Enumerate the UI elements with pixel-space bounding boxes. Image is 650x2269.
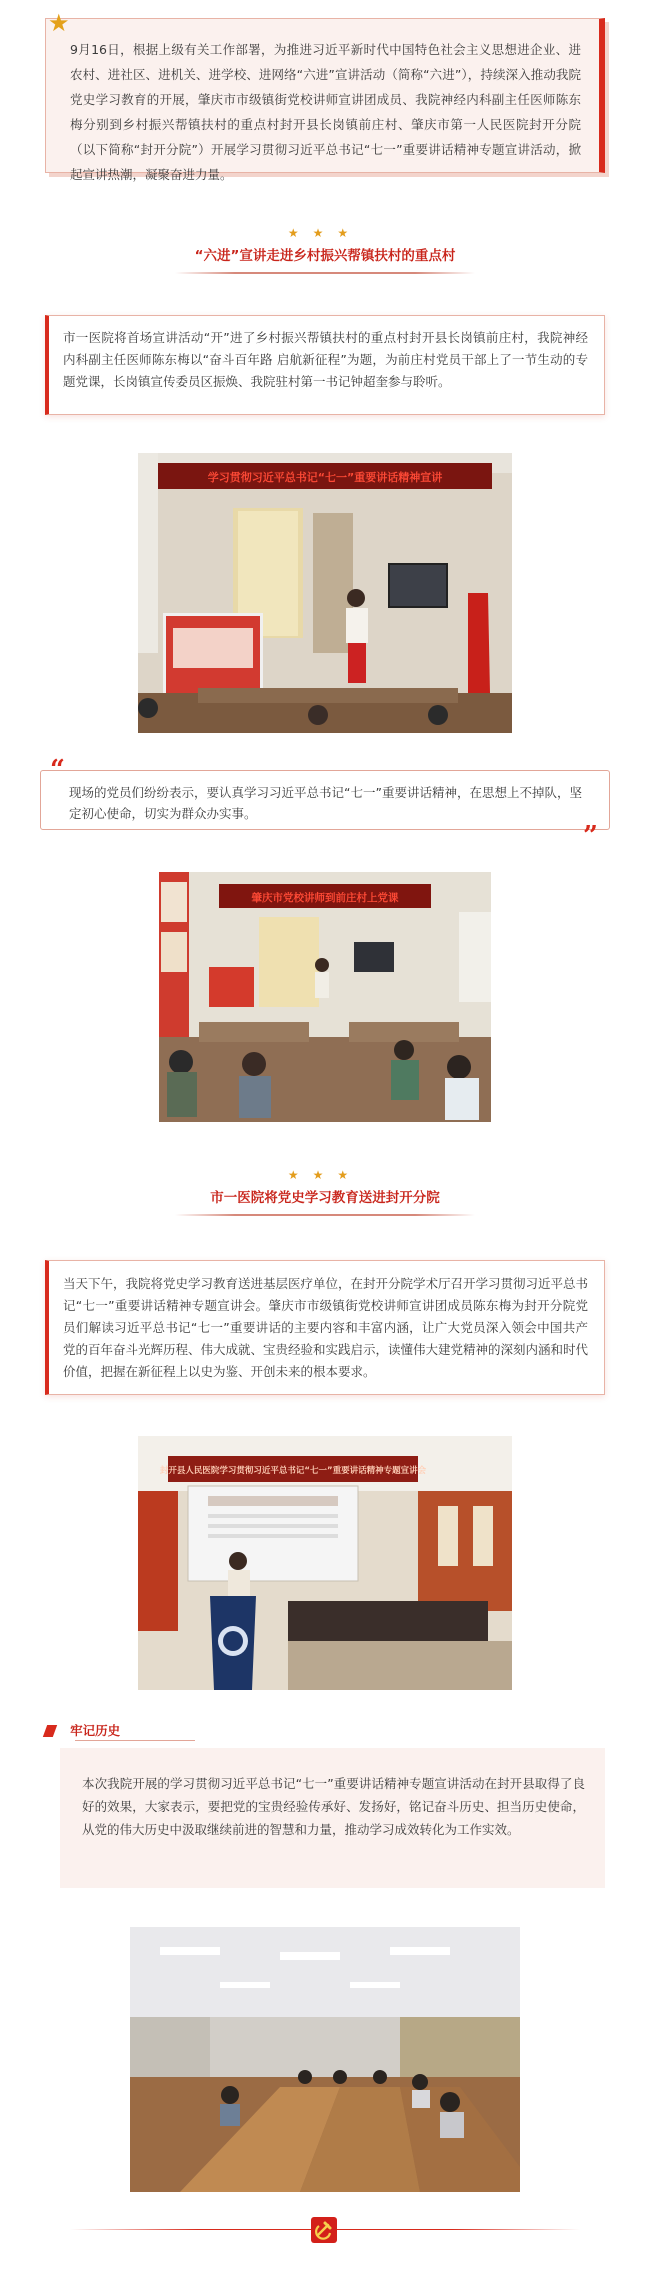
section-heading-2 <box>175 1168 475 1216</box>
quote-close-icon: ” <box>583 821 598 851</box>
intro-text: 9月16日，根据上级有关工作部署，为推进习近平新时代中国特色社会主义思想进企业、进农村、进社区、进机关、进学校、进网络“六进”宣讲活动（简称“六进”），持续深入推动我院党史学习教育的开展，肇庆市市级镇街党校讲师宣讲团成员、我院神经内科副主任医师陈东梅分别到乡村振兴帮镇扶村的重点村封开县长岗镇前庄村、肇庆市第一人民医院封开分院（以下简称“封开分院”）开展学习贯彻习近平总书记“七一”重要讲话精神专题宣讲活动，掀起宣讲热潮，凝聚奋进力量。 <box>70 42 581 182</box>
history-label-row <box>45 1720 120 1740</box>
section-title: “六进”宣讲走进乡村振兴帮镇扶村的重点村 <box>194 248 456 264</box>
quote-text: 现场的党员们纷纷表示，要认真学习习近平总书记“七一”重要讲话精神，在思想上不掉队，坚定初心使命，切实为群众办实事。 <box>69 785 582 821</box>
photo-banner-text: 封开县人民医院学习贯彻习近平总书记“七一”重要讲话精神专题宣讲会 <box>159 1466 427 1476</box>
photo-lecture-village <box>138 453 512 733</box>
photo-banner-text: 肇庆市党校讲师到前庄村上党课 <box>251 892 399 904</box>
heading-underline <box>175 1214 475 1216</box>
summary-box <box>60 1748 605 1888</box>
summary-text: 本次我院开展的学习贯彻习近平总书记“七一”重要讲话精神专题宣讲活动在封开县取得了良好的效果，大家表示，要把党的宝贵经验传承好、发扬好，铭记奋斗历史、担当历史使命，从党的伟大历史中汲取继续前进的智慧和力量，推动学习成效转化为工作实效。 <box>82 1776 585 1837</box>
paragraph-text: 当天下午，我院将党史学习教育送进基层医疗单位，在封开分院学术厅召开学习贯彻习近平总书记“七一”重要讲话精神专题宣讲会。肇庆市市级镇街党校讲师宣讲团成员陈东梅为封开分院党员们解读习近平总书记“七一”重要讲话的主要内容和丰富内涵，让广大党员深入领会中国共产党的百年奋斗光辉历程、伟大成就、宝贵经验和实践启示，读懂伟大建党精神的深刻内涵和时代价值，把握在新征程上以史为鉴、开创未来的根本要求。 <box>63 1276 589 1379</box>
heading-stars: ★★★ <box>287 226 363 240</box>
heading-stars: ★★★ <box>287 1168 363 1182</box>
paragraph-box-1 <box>45 315 605 415</box>
photo-banner-text: 学习贯彻习近平总书记“七一”重要讲话精神宣讲 <box>207 471 443 484</box>
heading-underline <box>175 272 475 274</box>
photo-party-lesson <box>159 872 491 1122</box>
star-icon: ★ <box>48 9 70 37</box>
photo-audience <box>130 1927 520 2192</box>
party-emblem-icon <box>311 2217 337 2243</box>
label-underline <box>75 1740 195 1741</box>
section-heading-1 <box>175 226 475 274</box>
section-title: 市一医院将党史学习教育送进封开分院 <box>210 1190 440 1206</box>
history-label: 牢记历史 <box>70 1723 121 1738</box>
paragraph-text: 市一医院将首场宣讲活动“开”进了乡村振兴帮镇扶村的重点村封开县长岗镇前庄村，我院神经内科副主任医师陈东梅以“奋斗百年路 启航新征程”为题，为前庄村党员干部上了一节生动的专题党课，长岗镇宣传委员区振焕、我院驻村第一书记钟超奎参与聆听。 <box>63 330 588 389</box>
intro-box <box>45 18 605 182</box>
flag-icon <box>43 1725 57 1737</box>
paragraph-box-2 <box>45 1260 605 1395</box>
photo-hospital-lecture <box>138 1436 512 1690</box>
quote-open-icon: “ <box>50 755 65 785</box>
quote-box <box>40 770 610 830</box>
